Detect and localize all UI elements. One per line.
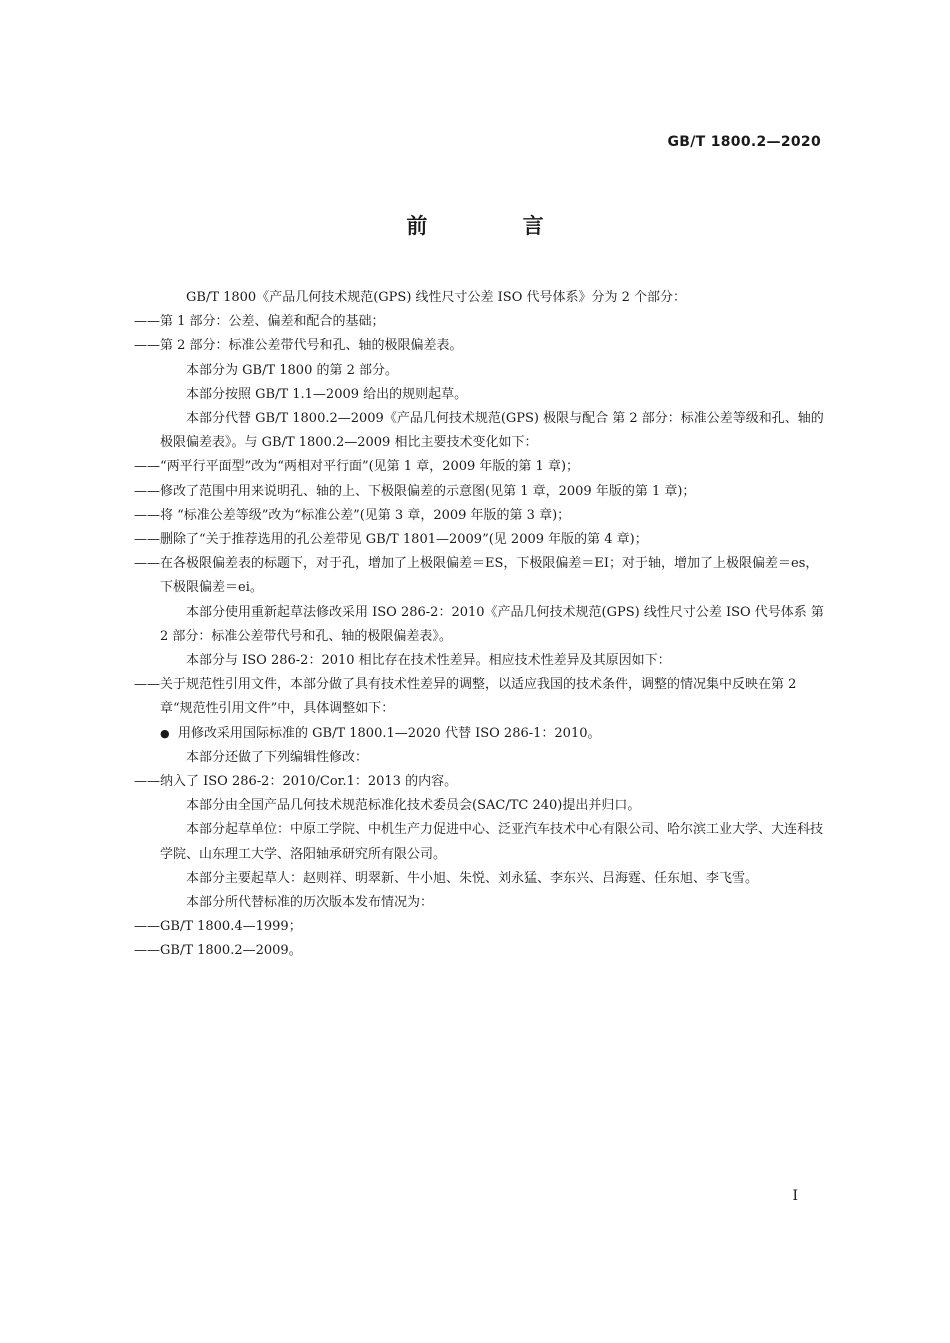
paragraph: 本部分起草单位：中原工学院、中机生产力促进中心、泛亚汽车技术中心有限公司、哈尔滨工业大学、大连科技学院、山东理工大学、洛阳轴承研究所有限公司。 xyxy=(160,822,824,862)
dash-item: ——将 “标准公差等级”改为“标准公差”(见第 3 章，2009 年版的第 3 章)； xyxy=(134,507,571,523)
paragraph: 本部分代替 GB/T 1800.2—2009《产品几何技术规范(GPS) 极限与配合 第 2 部分：标准公差等级和孔、轴的极限偏差表》。与 GB/T 1800.2—2009 相比主要技术变化如下： xyxy=(160,411,824,451)
bullet-item xyxy=(160,722,824,746)
page-title: 前 言 xyxy=(406,214,588,238)
paragraph: GB/T 1800《产品几何技术规范(GPS) 线性尺寸公差 ISO 代号体系》分为 2 个部分： xyxy=(186,290,687,305)
page-number: I xyxy=(792,1188,798,1204)
paragraph: 本部分所代替标准的历次版本发布情况为： xyxy=(186,895,434,911)
dash-item: ——纳入了 ISO 286-2：2010/Cor.1：2013 的内容。 xyxy=(134,774,458,790)
dash-item: ——在各极限偏差表的标题下，对于孔，增加了上极限偏差＝ES，下极限偏差＝EI；对于轴，增加了上极限偏差＝es，下极限偏差＝ei。 xyxy=(134,556,819,596)
paragraph: 本部分按照 GB/T 1.1—2009 给出的规则起草。 xyxy=(186,386,468,402)
dash-item: ——关于规范性引用文件，本部分做了具有技术性差异的调整，以适应我国的技术条件，调整的情况集中反映在第 2 章“规范性引用文件”中，具体调整如下： xyxy=(134,677,797,717)
dash-item: ——第 1 部分：公差、偏差和配合的基础； xyxy=(134,314,385,330)
bullet-dot-icon: ● xyxy=(160,726,170,740)
document-body xyxy=(134,286,824,964)
paragraph: 本部分还做了下列编辑性修改： xyxy=(186,749,369,765)
standard-code: GB/T 1800.2—2020 xyxy=(667,134,821,150)
dash-item: ——GB/T 1800.4—1999； xyxy=(134,919,302,935)
dash-item: ——“两平行平面型”改为“两相对平行面”(见第 1 章，2009 年版的第 1 章)； xyxy=(134,459,580,475)
paragraph: 本部分与 ISO 286-2：2010 相比存在技术性差异。相应技术性差异及其原因如下： xyxy=(186,653,671,669)
paragraph: 本部分由全国产品几何技术规范标准化技术委员会(SAC/TC 240)提出并归口。 xyxy=(186,798,641,814)
dash-item: ——GB/T 1800.2—2009。 xyxy=(134,943,302,959)
paragraph: 本部分为 GB/T 1800 的第 2 部分。 xyxy=(186,362,399,378)
paragraph: 本部分主要起草人：赵则祥、明翠新、牛小旭、朱悦、刘永猛、李东兴、吕海霆、任东旭、李飞雪。 xyxy=(186,870,759,886)
paragraph: 本部分使用重新起草法修改采用 ISO 286-2：2010《产品几何技术规范(GPS) 线性尺寸公差 ISO 代号体系 第 2 部分：标准公差带代号和孔、轴的极限偏差表》。 xyxy=(160,604,824,644)
dash-item: ——删除了“关于推荐选用的孔公差带见 GB/T 1801—2009”(见 2009 年版的第 4 章)； xyxy=(134,532,648,548)
dash-item: ——修改了范围中用来说明孔、轴的上、下极限偏差的示意图(见第 1 章，2009 年版的第 1 章)； xyxy=(134,483,696,499)
dash-item: ——第 2 部分：标准公差带代号和孔、轴的极限偏差表。 xyxy=(134,338,463,354)
bullet-text: 用修改采用国际标准的 GB/T 1800.1—2020 代替 ISO 286-1：2010。 xyxy=(178,725,601,741)
